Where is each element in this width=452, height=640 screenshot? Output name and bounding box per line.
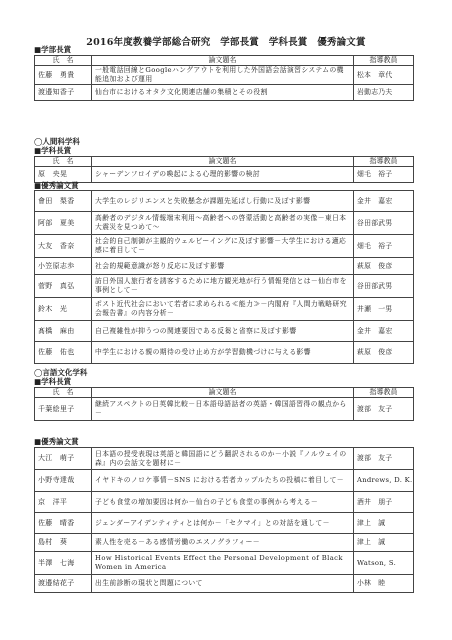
section-dean-award: ■学部長賞 — [34, 45, 72, 54]
student-name: 髙橋 麻由 — [35, 321, 92, 342]
table-row — [35, 167, 414, 183]
table-row — [35, 66, 414, 85]
thesis-title: 日本語の授受表現は英語と韓国語にどう翻訳されるのか－小説『ノルウェイの森』内の会話文を題材に－ — [92, 448, 354, 470]
advisor-name: 萩原 俊彦 — [354, 258, 414, 275]
table-row — [35, 534, 414, 552]
student-name: 島村 葵 — [35, 534, 92, 552]
table-humanities-excellence-award — [34, 190, 414, 364]
student-name: 會田 梨香 — [35, 191, 92, 212]
table-row — [35, 85, 414, 101]
student-name: 菅野 真弘 — [35, 275, 92, 298]
student-name: 鈴木 光 — [35, 298, 92, 321]
advisor-name: 萩原 俊彦 — [354, 342, 414, 364]
section-language-excellence-award: ■優秀論文賞 — [34, 437, 79, 446]
table-humanities-head-award — [34, 156, 414, 183]
table-row — [35, 342, 414, 364]
advisor-name: 津上 誠 — [354, 513, 414, 534]
header-thesis: 論文題名 — [92, 56, 354, 66]
student-name: 京 洋平 — [35, 492, 92, 513]
section-humanities-excellence-award: ■優秀論文賞 — [34, 181, 79, 190]
advisor-name: 酒井 朋子 — [354, 492, 414, 513]
advisor-name: 畑毛 裕子 — [354, 167, 414, 183]
student-name: 大江 萌子 — [35, 448, 92, 470]
student-name: 佐藤 晴香 — [35, 513, 92, 534]
table-row — [35, 470, 414, 492]
advisor-name: 谷田部武男 — [354, 275, 414, 298]
student-name: 原 央晃 — [35, 167, 92, 183]
thesis-title: 中学生における親の期待の受け止め方が学習動機づけに与える影響 — [92, 342, 354, 364]
advisor-name: 渡部 友子 — [354, 448, 414, 470]
advisor-name: 渡部 友子 — [354, 398, 414, 421]
section-language-culture-dept: ◯言語文化学科 — [34, 368, 88, 377]
section-humanities-head-award: ■学科長賞 — [34, 146, 72, 155]
table-row — [35, 575, 414, 593]
thesis-title: 自己複雑性が抑うつの関連要因である反芻と省察に及ぼす影響 — [92, 321, 354, 342]
thesis-title: 高齢者のデジタル情報端末利用～高齢者への啓蒙活動と高齢者の実像－東日本大震災を見つめて～ — [92, 212, 354, 235]
table-language-head-award — [34, 387, 414, 421]
advisor-name: 小林 睦 — [354, 575, 414, 593]
table-row — [35, 235, 414, 258]
advisor-name: 谷田部武男 — [354, 212, 414, 235]
student-name: 阿部 夏美 — [35, 212, 92, 235]
student-name: 大友 香奈 — [35, 235, 92, 258]
table-language-excellence-award — [34, 447, 414, 593]
header-name: 氏 名 — [35, 56, 92, 66]
header-name: 氏 名 — [35, 157, 92, 167]
header-thesis: 論文題名 — [92, 388, 354, 398]
table-row — [35, 191, 414, 212]
student-name: 半澤 七海 — [35, 552, 92, 575]
advisor-name: 金井 嘉宏 — [354, 191, 414, 212]
table-row — [35, 513, 414, 534]
page-title: 2016年度教養学部総合研究 学部長賞 学科長賞 優秀論文賞 — [86, 37, 366, 48]
header-name: 氏 名 — [35, 388, 92, 398]
table-row — [35, 321, 414, 342]
student-name: 佐藤 佑也 — [35, 342, 92, 364]
table-row — [35, 298, 414, 321]
student-name: 小野寺達哉 — [35, 470, 92, 492]
student-name: 千葉絵里子 — [35, 398, 92, 421]
table-row — [35, 448, 414, 470]
student-name: 小笠原志歩 — [35, 258, 92, 275]
table-row — [35, 398, 414, 421]
thesis-title: 継続アスペクトの日英韓比較－日本語母語話者の英語・韓国語習得の観点から－ — [92, 398, 354, 421]
thesis-title: 仙台市におけるオタク文化関連店舗の集積とその役割 — [92, 85, 354, 101]
header-advisor: 指導教員 — [354, 56, 414, 66]
thesis-title: シャーデンフロイデの喚起による心理的影響の検討 — [92, 167, 354, 183]
student-name: 渡邉結花子 — [35, 575, 92, 593]
thesis-title: 社会的自己制御が主観的ウェルビーイングに及ぼす影響－大学生における適応感に着目して－ — [92, 235, 354, 258]
table-row — [35, 275, 414, 298]
table-row — [35, 212, 414, 235]
table-row — [35, 552, 414, 575]
table-dean-award — [34, 55, 414, 101]
advisor-name: 津上 誠 — [354, 534, 414, 552]
header-advisor: 指導教員 — [354, 157, 414, 167]
advisor-name: 岩動志乃夫 — [354, 85, 414, 101]
thesis-title: 子ども食堂の増加要因は何か－仙台の子ども食堂の事例から考える－ — [92, 492, 354, 513]
thesis-title: 大学生のレジリエンスと失敗懸念が課題先延ばし行動に及ぼす影響 — [92, 191, 354, 212]
thesis-title: How Historical Events Effect the Personal Development of Black Women in America — [92, 552, 354, 575]
thesis-title: 素人性を売る－ある感情労働のエスノグラフィー－ — [92, 534, 354, 552]
student-name: 佐藤 勇貴 — [35, 66, 92, 85]
advisor-name: 金井 嘉宏 — [354, 321, 414, 342]
header-thesis: 論文題名 — [92, 157, 354, 167]
student-name: 渡邉知香子 — [35, 85, 92, 101]
advisor-name: Andrews, D. K. — [354, 470, 414, 492]
section-language-head-award: ■学科長賞 — [34, 377, 72, 386]
thesis-title: 社会的規範意識が怒り反応に及ぼす影響 — [92, 258, 354, 275]
thesis-title: 一般電話回線とGoogleハングアウトを利用した外国語会話演習システムの機能追加および運用 — [92, 66, 354, 85]
thesis-title: 訪日外国人旅行者を誘客するために地方観光地が行う情報発信とは－仙台市を事例として－ — [92, 275, 354, 298]
thesis-title: ジェンダーアイデンティティとは何か－「セクマイ」との対話を通して－ — [92, 513, 354, 534]
advisor-name: 井瀬 一男 — [354, 298, 414, 321]
header-advisor: 指導教員 — [354, 388, 414, 398]
table-row — [35, 258, 414, 275]
section-humanities-dept: ◯人間科学科 — [34, 137, 80, 146]
thesis-title: ポスト近代社会において若者に求められる≪能力≫－内閣府『人間力戦略研究会報告書』の内容分析－ — [92, 298, 354, 321]
advisor-name: 松本 章代 — [354, 66, 414, 85]
thesis-title: イヤドキのノロケ事情－SNS における若者カップルたちの投稿に着目して－ — [92, 470, 354, 492]
advisor-name: Watson, S. — [354, 552, 414, 575]
advisor-name: 畑毛 裕子 — [354, 235, 414, 258]
table-row — [35, 492, 414, 513]
thesis-title: 出生前診断の現状と問題について — [92, 575, 354, 593]
